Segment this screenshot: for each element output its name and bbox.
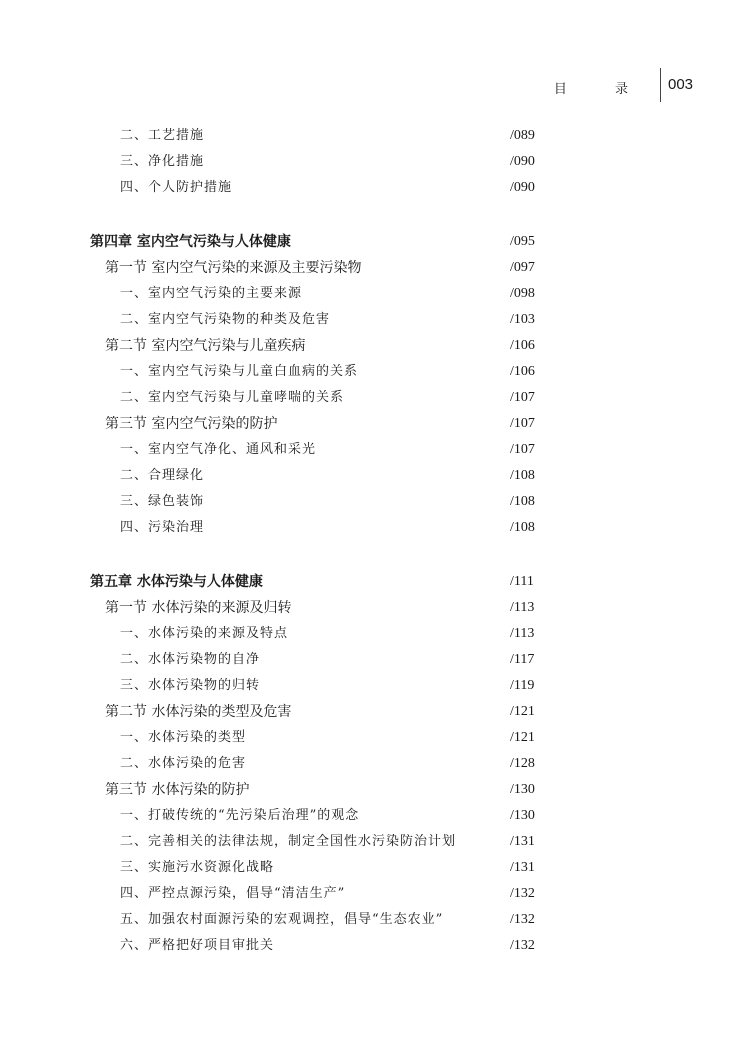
- toc-entry-title: 一、水体污染的来源及特点: [120, 626, 289, 641]
- toc-entry-page: /131: [510, 834, 535, 849]
- toc-entry-page: /132: [510, 886, 535, 901]
- toc-section-page: /107: [510, 416, 535, 431]
- toc-entry-title: 五、加强农村面源污染的宏观调控，倡导“生态农业”: [120, 912, 444, 927]
- toc-section-page: /113: [510, 600, 535, 615]
- toc-entry[interactable]: [0, 491, 750, 513]
- toc-entry-title: 一、水体污染的类型: [120, 730, 247, 745]
- toc-chapter-page: /111: [510, 574, 534, 589]
- toc-entry-page: /132: [510, 912, 535, 927]
- toc-entry[interactable]: [0, 439, 750, 461]
- toc-entry-page: /117: [510, 652, 535, 667]
- toc-section[interactable]: [0, 779, 750, 801]
- toc-entry-title: 二、室内空气污染物的种类及危害: [120, 312, 331, 327]
- toc-entry-page: /106: [510, 364, 535, 379]
- toc-entry[interactable]: [0, 805, 750, 827]
- toc-section-title: 第三节 水体污染的防护: [105, 782, 250, 798]
- toc-entry[interactable]: [0, 387, 750, 409]
- toc-entry-title: 一、室内空气净化、通风和采光: [120, 442, 317, 457]
- toc-entry[interactable]: [0, 125, 750, 147]
- toc-entry-title: 一、室内空气污染与儿童白血病的关系: [120, 364, 359, 379]
- toc-entry[interactable]: [0, 517, 750, 539]
- toc-entry-title: 二、合理绿化: [120, 468, 205, 483]
- toc-entry-page: /119: [510, 678, 535, 693]
- toc-entry-page: /107: [510, 442, 535, 457]
- toc-entry-title: 三、实施污水资源化战略: [120, 860, 275, 875]
- page-number: 003: [668, 76, 694, 93]
- toc-entry-title: 六、严格把好项目审批关: [120, 938, 275, 953]
- toc-entry[interactable]: [0, 649, 750, 671]
- toc-entry-page: /128: [510, 756, 535, 771]
- toc-entry-page: /130: [510, 808, 535, 823]
- toc-chapter[interactable]: [0, 231, 750, 253]
- toc-entry-page: /107: [510, 390, 535, 405]
- toc-entry[interactable]: [0, 361, 750, 383]
- toc-entry[interactable]: [0, 283, 750, 305]
- toc-entry-page: /098: [510, 286, 535, 301]
- toc-entry-title: 三、水体污染物的归转: [120, 678, 261, 693]
- toc-entry-title: 三、净化措施: [120, 154, 205, 169]
- toc-entry-page: /132: [510, 938, 535, 953]
- toc-entry-page: /108: [510, 520, 535, 535]
- toc-entry[interactable]: [0, 831, 750, 853]
- toc-section[interactable]: [0, 597, 750, 619]
- toc-section-title: 第一节 室内空气污染的来源及主要污染物: [105, 260, 362, 276]
- toc-section[interactable]: [0, 335, 750, 357]
- toc-entry[interactable]: [0, 465, 750, 487]
- toc-entry[interactable]: [0, 675, 750, 697]
- toc-chapter[interactable]: [0, 571, 750, 593]
- toc-entry[interactable]: [0, 727, 750, 749]
- toc-section[interactable]: [0, 257, 750, 279]
- toc-entry-page: /121: [510, 730, 535, 745]
- toc-section[interactable]: [0, 701, 750, 723]
- toc-entry-title: 四、严控点源污染，倡导“清洁生产”: [120, 886, 346, 901]
- toc-chapter-page: /095: [510, 234, 535, 249]
- toc-entry[interactable]: [0, 151, 750, 173]
- toc-entry[interactable]: [0, 935, 750, 957]
- toc-section-page: /106: [510, 338, 535, 353]
- toc-entry-title: 三、绿色装饰: [120, 494, 205, 509]
- toc-entry-title: 二、室内空气污染与儿童哮喘的关系: [120, 390, 345, 405]
- toc-entry-title: 一、打破传统的“先污染后治理”的观念: [120, 808, 360, 823]
- header-label: 目 录: [553, 82, 650, 97]
- toc-section-page: /121: [510, 704, 535, 719]
- toc-section-page: /130: [510, 782, 535, 797]
- toc-section-title: 第二节 水体污染的类型及危害: [105, 704, 292, 720]
- page-header: [0, 76, 750, 100]
- toc-entry[interactable]: [0, 309, 750, 331]
- toc-entry-title: 二、水体污染物的自净: [120, 652, 261, 667]
- toc-entry-page: /103: [510, 312, 535, 327]
- toc-entry[interactable]: [0, 883, 750, 905]
- toc-entry-title: 二、完善相关的法律法规，制定全国性水污染防治计划: [120, 834, 457, 849]
- toc-entry-page: /108: [510, 494, 535, 509]
- toc-entry[interactable]: [0, 857, 750, 879]
- toc-entry-page: /089: [510, 128, 535, 143]
- toc-entry-page: /090: [510, 180, 535, 195]
- toc-entry[interactable]: [0, 177, 750, 199]
- toc-entry[interactable]: [0, 623, 750, 645]
- toc-chapter-title: 第五章 水体污染与人体健康: [90, 574, 263, 590]
- toc-entry[interactable]: [0, 909, 750, 931]
- toc-entry-title: 二、工艺措施: [120, 128, 205, 143]
- toc-entry-page: /090: [510, 154, 535, 169]
- toc-section[interactable]: [0, 413, 750, 435]
- toc-chapter-title: 第四章 室内空气污染与人体健康: [90, 234, 291, 250]
- toc-entry[interactable]: [0, 753, 750, 775]
- toc-entry-page: /108: [510, 468, 535, 483]
- toc-section-title: 第三节 室内空气污染的防护: [105, 416, 278, 432]
- toc-entry-page: /131: [510, 860, 535, 875]
- toc-entry-title: 一、室内空气污染的主要来源: [120, 286, 303, 301]
- header-divider: [660, 68, 661, 102]
- toc-section-page: /097: [510, 260, 535, 275]
- toc-entry-title: 二、水体污染的危害: [120, 756, 247, 771]
- toc-entry-page: /113: [510, 626, 535, 641]
- toc-entry-title: 四、个人防护措施: [120, 180, 233, 195]
- toc-section-title: 第二节 室内空气污染与儿童疾病: [105, 338, 306, 354]
- toc-entry-title: 四、污染治理: [120, 520, 205, 535]
- toc-section-title: 第一节 水体污染的来源及归转: [105, 600, 292, 616]
